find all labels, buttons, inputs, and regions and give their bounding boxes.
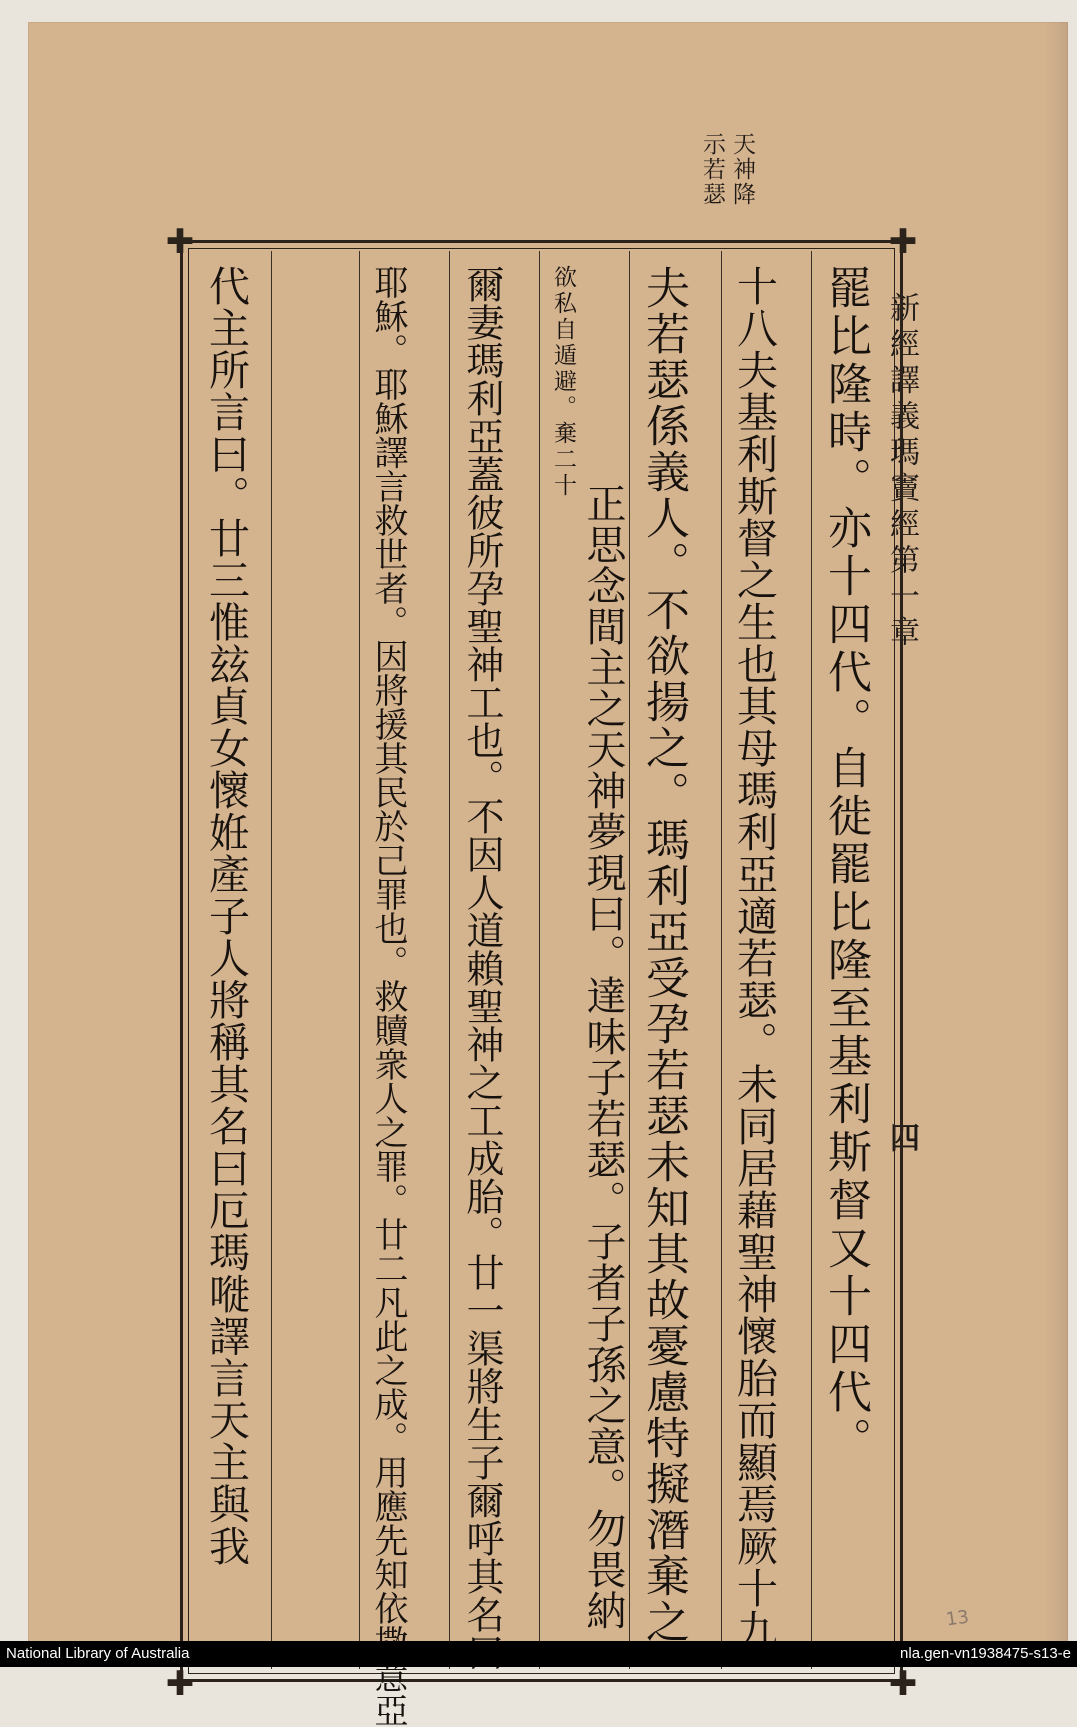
running-header-title: 新經譯義瑪竇經第一章 bbox=[886, 292, 916, 652]
pencil-page-mark: 13 bbox=[945, 1607, 971, 1631]
footer-bar bbox=[0, 1641, 1077, 1667]
page-number: 四 bbox=[886, 1122, 916, 1152]
corner-ornament-top-left: ✚ bbox=[165, 225, 195, 255]
text-column-5: 爾妻瑪利亞蓋彼所孕聖神工也。不因人道賴聖神之工成胎。廿一渠將生子爾呼其名曰 bbox=[463, 265, 501, 1671]
column-divider bbox=[449, 251, 450, 1669]
footer-library-name: National Library of Australia bbox=[6, 1645, 189, 1662]
column-divider bbox=[539, 251, 540, 1669]
column-divider bbox=[629, 251, 630, 1669]
text-column-6: 耶穌。耶穌譯言救世者。因將援其民於己罪也。救贖衆人之罪。廿二凡此之成。用應先知依撒意亞 bbox=[371, 265, 405, 1727]
footer-image-id: nla.gen-vn1938475-s13-e bbox=[900, 1645, 1071, 1662]
text-column-4-small: 欲私自遁避。棄二十 bbox=[551, 265, 574, 499]
margin-note-line1: 天神降 bbox=[730, 132, 753, 207]
margin-note-line2: 示若瑟 bbox=[700, 132, 723, 207]
column-divider bbox=[721, 251, 722, 1669]
text-column-7: 代主所言曰。廿三惟玆貞女懷姙產子人將稱其名曰厄瑪嘥譯言天主與我 bbox=[205, 265, 246, 1567]
column-divider bbox=[811, 251, 812, 1669]
book-page bbox=[28, 22, 1068, 1642]
corner-ornament-bottom-right: ✚ bbox=[888, 1667, 918, 1697]
text-frame bbox=[180, 240, 903, 1682]
text-column-1: 罷比隆時。亦十四代。自徙罷比隆至基利斯督又十四代。 bbox=[823, 265, 867, 1465]
text-column-3: 夫若瑟係義人。不欲揚之。瑪利亞受孕若瑟未知其故憂慮特擬潛棄之。 bbox=[641, 265, 685, 1691]
text-column-4: 正思念間主之天神夢現曰。達味子若瑟。子者子孫之意。勿畏納 bbox=[583, 483, 623, 1631]
column-divider bbox=[271, 251, 272, 1669]
corner-ornament-top-right: ✚ bbox=[888, 225, 918, 255]
frame-inner-border bbox=[188, 248, 895, 1674]
column-divider bbox=[359, 251, 360, 1669]
corner-ornament-bottom-left: ✚ bbox=[165, 1667, 195, 1697]
text-column-2: 十八夫基利斯督之生也其母瑪利亞適若瑟。未同居藉聖神懷胎而顯焉厥十九 bbox=[733, 265, 774, 1651]
